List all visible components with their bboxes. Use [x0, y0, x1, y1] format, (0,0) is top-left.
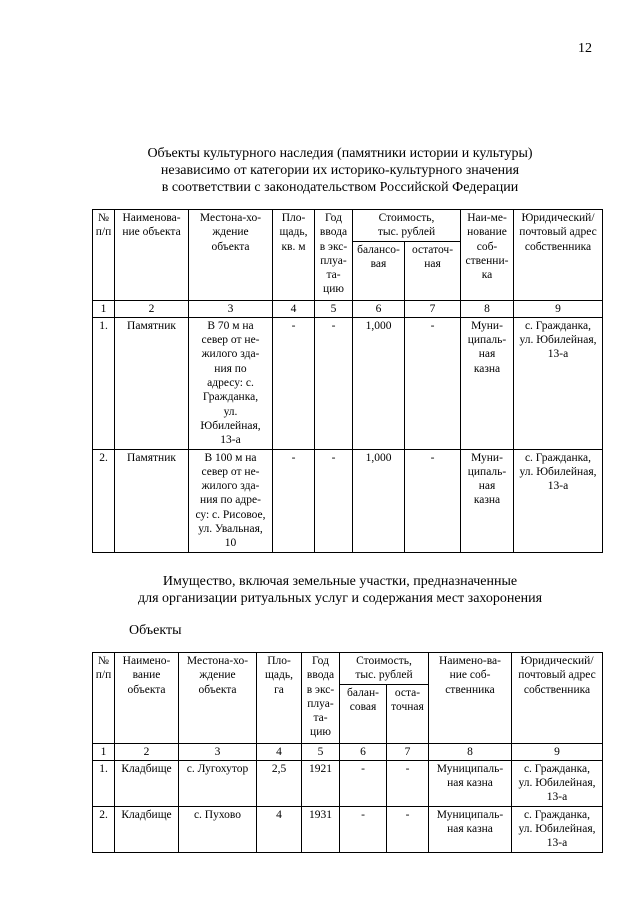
col-number: 6: [353, 300, 405, 317]
row-num: 1.: [93, 760, 115, 806]
col-number: 9: [514, 300, 603, 317]
row-owner: Муни- ципаль- ная казна: [461, 317, 514, 449]
table-row: [93, 760, 603, 806]
col-number: 4: [273, 300, 315, 317]
row-name: Памятник: [115, 449, 189, 552]
ritual-services-table: [92, 652, 603, 853]
header-balance: балан- совая: [340, 684, 387, 743]
header-cost: Стоимость, тыс. рублей: [340, 653, 429, 685]
row-address: с. Гражданка, ул. Юбилейная, 13-а: [512, 806, 603, 852]
row-location: В 100 м на север от не- жилого зда- ния по адре- су: с. Рисовое, ул. Увальная, 10: [189, 449, 273, 552]
header-cost: Стоимость, тыс. рублей: [353, 210, 461, 242]
col-number: 8: [429, 743, 512, 760]
header-name: Наименова- ние объекта: [115, 210, 189, 301]
title-line: Имущество, включая земельные участки, предназначенные: [162, 574, 518, 589]
row-year: 1921: [302, 760, 340, 806]
header-area: Пло- щадь, кв. м: [273, 210, 315, 301]
row-location: с. Лугохутор: [179, 760, 257, 806]
row-year: 1931: [302, 806, 340, 852]
col-number: 5: [315, 300, 353, 317]
row-location: с. Пухово: [179, 806, 257, 852]
title-line: в соответствии с законодательством Российской Федерации: [161, 180, 519, 195]
row-area: -: [273, 449, 315, 552]
row-year: -: [315, 449, 353, 552]
header-owner: Наимено-ва- ние соб- ственника: [429, 653, 512, 744]
row-area: 4: [257, 806, 302, 852]
header-balance: балансо- вая: [353, 241, 405, 300]
row-area: 2,5: [257, 760, 302, 806]
section2-subheading: Объекты: [129, 623, 182, 638]
col-number: 4: [257, 743, 302, 760]
table-header-row: [93, 210, 603, 242]
table-row: [93, 317, 603, 449]
header-location: Местона-хо- ждение объекта: [179, 653, 257, 744]
col-number: 1: [93, 743, 115, 760]
row-address: с. Гражданка, ул. Юбилейная, 13-а: [512, 760, 603, 806]
title-line: независимо от категории их историко-культурного значения: [160, 163, 520, 178]
table-row: [93, 806, 603, 852]
col-number: 1: [93, 300, 115, 317]
row-residual: -: [405, 449, 461, 552]
col-number: 6: [340, 743, 387, 760]
row-address: с. Гражданка, ул. Юбилейная, 13-а: [514, 317, 603, 449]
row-residual: -: [387, 806, 429, 852]
cultural-heritage-table: [92, 209, 603, 553]
header-num: № п/п: [93, 210, 115, 301]
table-row: [93, 449, 603, 552]
row-address: с. Гражданка, ул. Юбилейная, 13-а: [514, 449, 603, 552]
row-balance: -: [340, 760, 387, 806]
col-number: 3: [179, 743, 257, 760]
column-number-row: [93, 743, 603, 760]
row-year: -: [315, 317, 353, 449]
title-line: Объекты культурного наследия (памятники истории и культуры): [147, 146, 533, 161]
row-balance: 1,000: [353, 449, 405, 552]
header-address: Юридический/ почтовый адрес собственника: [512, 653, 603, 744]
header-residual: остаточ- ная: [405, 241, 461, 300]
title-line: для организации ритуальных услуг и содержания мест захоронения: [137, 591, 543, 606]
row-name: Кладбище: [115, 760, 179, 806]
row-residual: -: [387, 760, 429, 806]
col-number: 3: [189, 300, 273, 317]
header-location: Местона-хо- ждение объекта: [189, 210, 273, 301]
col-number: 5: [302, 743, 340, 760]
row-residual: -: [405, 317, 461, 449]
col-number: 7: [405, 300, 461, 317]
section2-title: [40, 573, 640, 607]
header-year: Год ввода в экс- плуа- та- цию: [315, 210, 353, 301]
row-num: 2.: [93, 449, 115, 552]
col-number: 9: [512, 743, 603, 760]
page-number: 12: [578, 41, 592, 56]
row-location: В 70 м на север от не- жилого зда- ния по адресу: с. Гражданка, ул. Юбилейная, 13-а: [189, 317, 273, 449]
row-owner: Муниципаль- ная казна: [429, 806, 512, 852]
header-address: Юридический/ почтовый адрес собственника: [514, 210, 603, 301]
row-owner: Муниципаль- ная казна: [429, 760, 512, 806]
row-name: Памятник: [115, 317, 189, 449]
row-name: Кладбище: [115, 806, 179, 852]
col-number: 8: [461, 300, 514, 317]
header-year: Год ввода в экс- плуа- та- цию: [302, 653, 340, 744]
header-area: Пло- щадь, га: [257, 653, 302, 744]
header-name: Наимено- вание объекта: [115, 653, 179, 744]
column-number-row: [93, 300, 603, 317]
row-owner: Муни- ципаль- ная казна: [461, 449, 514, 552]
table-header-row: [93, 653, 603, 685]
row-balance: -: [340, 806, 387, 852]
col-number: 2: [115, 743, 179, 760]
col-number: 7: [387, 743, 429, 760]
row-num: 1.: [93, 317, 115, 449]
section1-title: [40, 145, 640, 196]
row-balance: 1,000: [353, 317, 405, 449]
header-residual: оста- точная: [387, 684, 429, 743]
header-num: № п/п: [93, 653, 115, 744]
row-area: -: [273, 317, 315, 449]
header-owner: Наи-ме- нование соб- ственни- ка: [461, 210, 514, 301]
col-number: 2: [115, 300, 189, 317]
row-num: 2.: [93, 806, 115, 852]
